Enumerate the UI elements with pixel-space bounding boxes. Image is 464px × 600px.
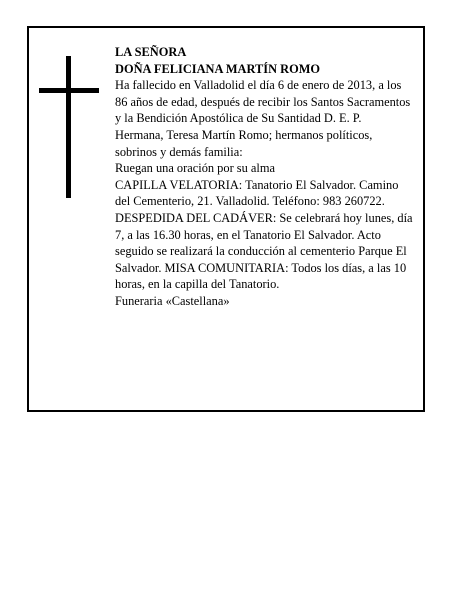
deceased-name: DOÑA FELICIANA MARTÍN ROMO <box>115 61 321 76</box>
farewell-info: DESPEDIDA DEL CADÁVER: Se celebrará hoy lunes, día 7, a las 16.30 horas, en el Tanatorio El Salvador. Acto seguido se realizará la conducción al cementerio Parque El Salvador. MISA COMUNITARIA: Todos los días, a las 10 horas, en la capilla del Tanatorio. <box>115 210 413 292</box>
cross-horizontal-bar <box>39 88 99 93</box>
chapel-info: CAPILLA VELATORIA: Tanatorio El Salvador. Camino del Cementerio, 21. Valladolid. Teléfono: 983 260722. <box>115 177 399 209</box>
family-members: Hermana, Teresa Martín Romo; hermanos políticos, sobrinos y demás familia: <box>115 127 373 159</box>
prayer-request: Ruegan una oración por su alma <box>115 161 275 176</box>
notice-text <box>115 44 415 310</box>
obituary-notice <box>27 26 425 412</box>
cross-icon <box>39 56 99 198</box>
cross-vertical-bar <box>66 56 71 198</box>
funeral-home: Funeraria «Castellana» <box>115 293 230 308</box>
death-announcement: Ha fallecido en Valladolid el día 6 de enero de 2013, a los 86 años de edad, después de recibir los Santos Sacramentos y la Bendición Apostólica de Su Santidad D. E. P. <box>115 78 411 126</box>
notice-heading: LA SEÑORA <box>115 45 187 59</box>
